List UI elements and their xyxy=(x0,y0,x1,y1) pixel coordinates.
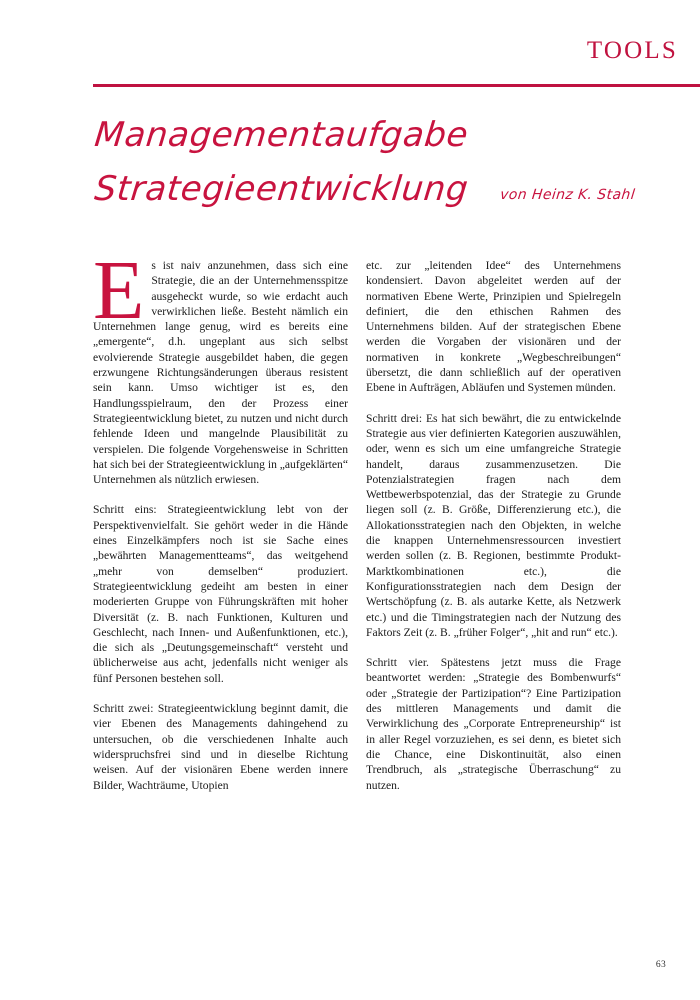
column-left xyxy=(93,244,348,793)
paragraph-text: s ist naiv anzunehmen, dass sich eine Strategie, die an der Unternehmensspitze ausgeheckt wurde, so wie erdacht auch verwirklichen ließe. Besteht nämlich ein Unternehmen lange genug, wird es bereits eine „emergente“, d.h. ungeplant aus sich selbst evolvierende Strategie ausgebildet haben, die gegen erzwungene Richtungsänderungen überaus resistent sein kann. Umso wichtiger ist es, den Handlungsspielraum, den der Prozess einer Strategieentwicklung bietet, zu nutzen und nicht durch fehlende Ideen und mangelnde Plausibilität zu verspielen. Die folgende Vorgehensweise in Schritten hat sich bei der Strategieentwicklung in „aufgeklärten“ Unternehmen als nützlich erwiesen. xyxy=(93,259,348,487)
article-title-line-1: Managementaufgabe xyxy=(92,115,471,155)
drop-cap-letter: E xyxy=(93,244,145,337)
title-block xyxy=(92,115,653,209)
paragraph: etc. zur „leitenden Idee“ des Unternehmens kondensiert. Davon abgeleitet werden auf der normativen Ebene Werte, Prinzipien und Spielregeln definiert, die den ethischen Rahmen des Unternehmens bilden. Auf der strategischen Ebene werden die Vorgaben der visionären und der normativen in konkrete „Wegbeschreibungen“ übersetzt, die dann schließlich auf der operativen Ebene in Aufträgen, Abläufen und Systemen münden. xyxy=(366,259,621,395)
article-body xyxy=(93,244,622,793)
paragraph: Schritt zwei: Strategieentwicklung beginnt damit, die vier Ebenen des Managements dahingehend zu untersuchen, ob die verschiedenen Inhalte auch widerspruchsfrei sind und in dieselbe Richtung weisen. Auf der visionären Ebene werden innere Bilder, Wachträume, Utopien xyxy=(93,702,348,792)
article-title-line-2: Strategieentwicklung xyxy=(92,169,471,209)
column-right xyxy=(366,258,621,793)
paragraph: Schritt eins: Strategieentwicklung lebt von der Perspektivenvielfalt. Sie gehört weder in die Hände eines Einzelkämpfers noch ist sie Sache eines „bewährten Managementteams“, das weitgehend „mehr von demselben“ produziert. Strategieentwicklung gedeiht am besten in einer moderierten Gruppe von Führungskräften mit hoher Diversität (z. B. nach Funktionen, Kulturen und Geschlecht, nach Innen- und Außenfunktionen, etc.), die sich als „Deutungsgemeinschaft“ versteht und üblicherweise aus acht, jedenfalls nicht weniger als fünf Personen bestehen soll. xyxy=(93,503,348,685)
paragraph xyxy=(93,244,348,487)
page-number: 63 xyxy=(655,960,666,970)
page-header xyxy=(0,38,700,90)
paragraph: Schritt drei: Es hat sich bewährt, die zu entwickelnde Strategie aus vier definierten Kategorien auszuwählen, oder, wenn es sich um eine umfangreiche Strategie handelt, daraus zusammenzusetzen. Die Potenzialstrategien fragen nach dem Wettbewerbspotenzial, das der Strategie zu Grunde liegen soll (z. B. Größe, Differenzierung etc.), die Allokationsstrategien nach den Objekten, in welche die knappen Unternehmensressourcen investiert werden sollen (z. B. Regionen, bestimmte Produkt-Marktkombinationen etc.), die Konfigurationsstrategien nach dem Design der Wertschöpfung (z. B. als autarke Kette, als Netzwerk etc.) und die Timingstrategien nach der Nutzung des Faktors Zeit (z. B. „früher Folger“, „hit and run“ etc.). xyxy=(366,411,621,639)
section-kicker: TOOLS xyxy=(586,37,678,64)
title-row-secondary xyxy=(92,152,653,209)
header-rule xyxy=(93,84,700,87)
paragraph: Schritt vier. Spätestens jetzt muss die Frage beantwortet werden: „Strategie des Bombenwurfs“ oder „Strategie der Partizipation“? Eine Partizipation des mittleren Managements und damit die Verwirklichung des „Corporate Entrepreneurship“ ist in aller Regel vorzuziehen, es sei denn, es bietet sich die Chance, eine Diskontinuität, also einen Trendbruch, als „strategische Überraschung“ zu nutzen. xyxy=(366,656,621,792)
article-byline: von Heinz K. Stahl xyxy=(499,187,637,203)
